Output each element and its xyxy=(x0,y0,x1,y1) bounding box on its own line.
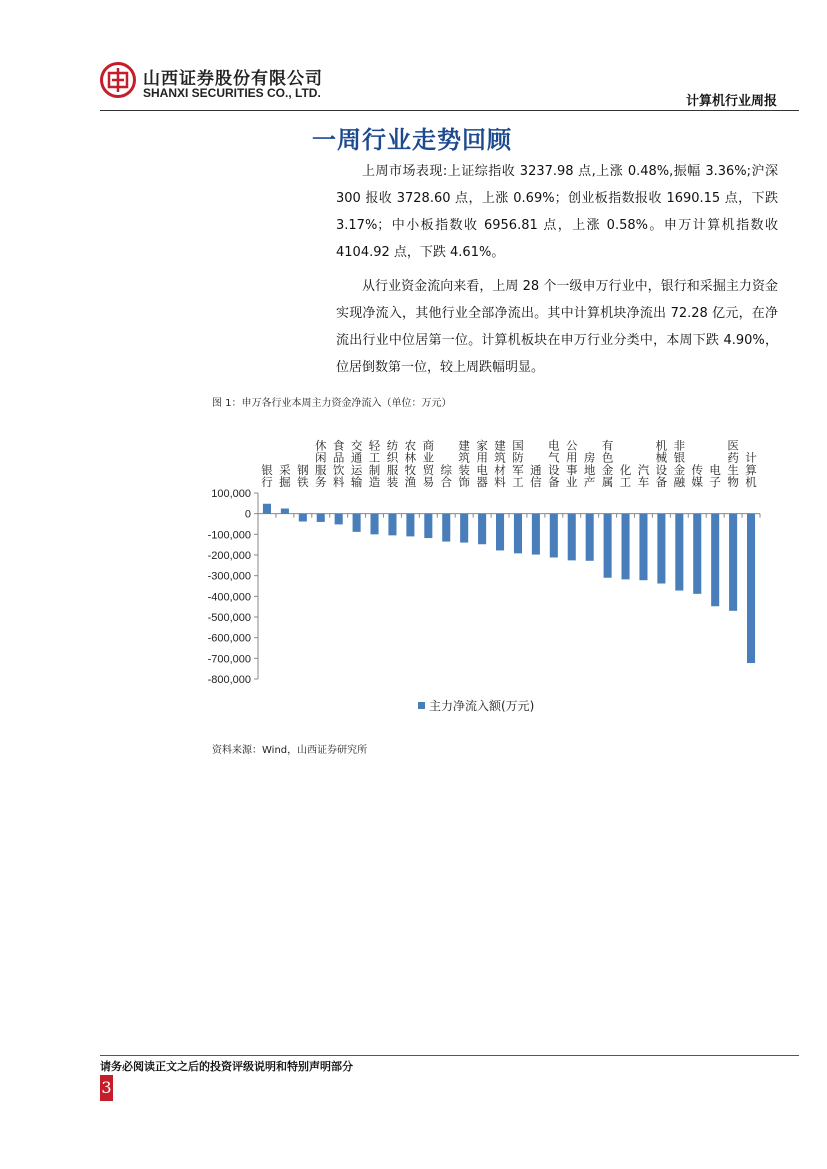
legend-label: 主力净流入额(万元) xyxy=(429,699,535,713)
fund-flow-chart xyxy=(195,420,775,730)
category-label: 机械设备 xyxy=(655,438,668,489)
category-label: 银行 xyxy=(261,462,273,489)
category-label: 有色金属 xyxy=(601,438,614,489)
bar-19 xyxy=(586,514,594,561)
category-label: 商业贸易 xyxy=(422,438,435,489)
category-label: 非银金融 xyxy=(673,438,686,489)
category-label: 汽车 xyxy=(637,462,650,489)
bar-9 xyxy=(406,514,414,537)
category-label: 建筑材料 xyxy=(494,438,506,489)
category-label: 计算机 xyxy=(745,450,757,489)
category-label: 综合 xyxy=(440,462,452,489)
company-logo-icon xyxy=(100,62,136,98)
y-tick-label: -100,000 xyxy=(207,529,251,542)
bar-21 xyxy=(622,514,630,580)
category-label: 电子 xyxy=(709,462,721,489)
category-label: 电气设备 xyxy=(548,438,560,489)
bar-8 xyxy=(388,514,396,536)
category-label: 化工 xyxy=(619,462,632,489)
report-type: 计算机行业周报 xyxy=(685,94,777,109)
bar-17 xyxy=(550,514,558,558)
footer-disclaimer: 请务必阅读正文之后的投资评级说明和特别声明部分 xyxy=(100,1060,353,1073)
bar-14 xyxy=(496,514,504,551)
y-tick-label: -500,000 xyxy=(207,612,251,624)
company-name-cn: 山西证券股份有限公司 xyxy=(143,69,323,89)
bar-7 xyxy=(371,514,379,535)
bar-3 xyxy=(299,514,307,522)
bar-28 xyxy=(747,514,755,663)
legend-swatch xyxy=(418,702,425,709)
category-label: 交通运输 xyxy=(350,438,363,489)
bar-6 xyxy=(353,514,361,532)
bar-12 xyxy=(460,514,468,543)
category-label: 休闲服务 xyxy=(315,438,327,489)
bar-24 xyxy=(675,514,683,591)
bar-1 xyxy=(263,504,271,514)
category-label: 传媒 xyxy=(691,462,703,489)
company-name-en: SHANXI SECURITIES CO., LTD. xyxy=(143,86,321,100)
header-divider xyxy=(100,110,799,111)
bar-27 xyxy=(729,514,737,611)
bar-23 xyxy=(657,514,665,584)
category-label: 家用电器 xyxy=(476,438,488,489)
y-tick-label: -800,000 xyxy=(207,674,251,686)
footer-divider xyxy=(100,1055,799,1056)
paragraph-fund-flow: 从行业资金流向来看，上周 28 个一级申万行业中，银行和采掘主力资金实现净流入，其他行业全部净流出。其中计算机块净流出 72.28 亿元，在净流出行业中位居第一位。计算机板块在申万行业分类中，本周下跌 4.90%，位居倒数第一位，较上周跌幅明显。 xyxy=(336,279,778,375)
y-tick-label: -400,000 xyxy=(207,591,251,604)
y-tick-label: 0 xyxy=(244,508,251,521)
category-label: 采掘 xyxy=(279,462,291,489)
page-number: 3 xyxy=(100,1075,113,1101)
bar-13 xyxy=(478,514,486,545)
figure-caption: 图 1：申万各行业本周主力资金净流入（单位：万元） xyxy=(212,398,452,409)
bar-18 xyxy=(568,514,576,561)
paragraph-market: 上周市场表现:上证综指收 3237.98 点,上涨 0.48%,振幅 3.36%;沪深 300 报收 3728.60 点，上涨 0.69%；创业板指数报收 1690.15 点，下跌 3.17%；中小板指数收 6956.81 点，上涨 0.58%。申万计算机指数收 4104.92 点，下跌 4.61%。 xyxy=(336,164,778,260)
category-label: 通信 xyxy=(530,462,542,489)
category-label: 食品饮料 xyxy=(332,438,345,489)
section-title: 一周行业走势回顾 xyxy=(312,126,512,154)
category-label: 医药生物 xyxy=(727,438,739,489)
bar-25 xyxy=(693,514,701,594)
bar-5 xyxy=(335,514,343,525)
figure-source: 资料来源：Wind，山西证券研究所 xyxy=(212,745,368,756)
category-label: 农林牧渔 xyxy=(404,438,417,489)
y-tick-label: -200,000 xyxy=(207,550,251,562)
category-label: 房地产 xyxy=(583,450,596,489)
category-label: 轻工制造 xyxy=(368,438,381,489)
category-label: 国防军工 xyxy=(512,438,524,489)
y-tick-label: -600,000 xyxy=(207,632,251,645)
category-label: 公用事业 xyxy=(566,438,578,489)
y-tick-label: -700,000 xyxy=(207,653,251,666)
category-label: 建筑装饰 xyxy=(458,438,470,489)
bar-11 xyxy=(442,514,450,542)
category-label: 纺织服装 xyxy=(386,438,399,489)
y-tick-label: 100,000 xyxy=(211,488,251,500)
category-label: 钢铁 xyxy=(297,462,309,489)
bar-15 xyxy=(514,514,522,554)
bar-26 xyxy=(711,514,719,607)
bar-20 xyxy=(604,514,612,578)
y-tick-label: -300,000 xyxy=(207,570,251,583)
bar-2 xyxy=(281,509,289,514)
bar-16 xyxy=(532,514,540,555)
bar-10 xyxy=(424,514,432,538)
bar-22 xyxy=(639,514,647,581)
bar-4 xyxy=(317,514,325,522)
